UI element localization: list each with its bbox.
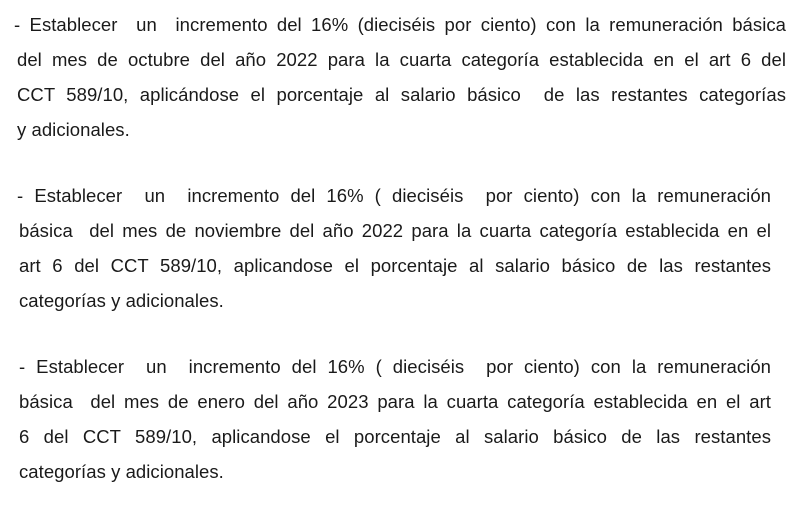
paragraph-line: 6 del CCT 589/10, aplicandose el porcentaje al salario básico de las restantes xyxy=(19,426,771,447)
paragraph-line: - Establecer un incremento del 16% (dieciséis por ciento) con la remuneración básica xyxy=(14,14,786,35)
paragraph-line: categorías y adicionales. xyxy=(19,461,224,482)
paragraph-line: y adicionales. xyxy=(17,119,130,140)
paragraph-line: categorías y adicionales. xyxy=(19,290,224,311)
paragraph-line: básica del mes de enero del año 2023 para la cuarta categoría establecida en el art xyxy=(19,391,771,412)
paragraph-line: del mes de octubre del año 2022 para la cuarta categoría establecida en el art 6 del xyxy=(17,49,786,70)
paragraph-line: básica del mes de noviembre del año 2022 para la cuarta categoría establecida en el xyxy=(19,220,771,241)
paragraph-line: - Establecer un incremento del 16% ( dieciséis por ciento) con la remuneración xyxy=(17,185,771,206)
paragraph-line: - Establecer un incremento del 16% ( dieciséis por ciento) con la remuneración xyxy=(19,356,771,377)
paragraph-line: art 6 del CCT 589/10, aplicandose el porcentaje al salario básico de las restantes xyxy=(19,255,771,276)
paragraph-line: CCT 589/10, aplicándose el porcentaje al salario básico de las restantes categorías xyxy=(17,84,786,105)
